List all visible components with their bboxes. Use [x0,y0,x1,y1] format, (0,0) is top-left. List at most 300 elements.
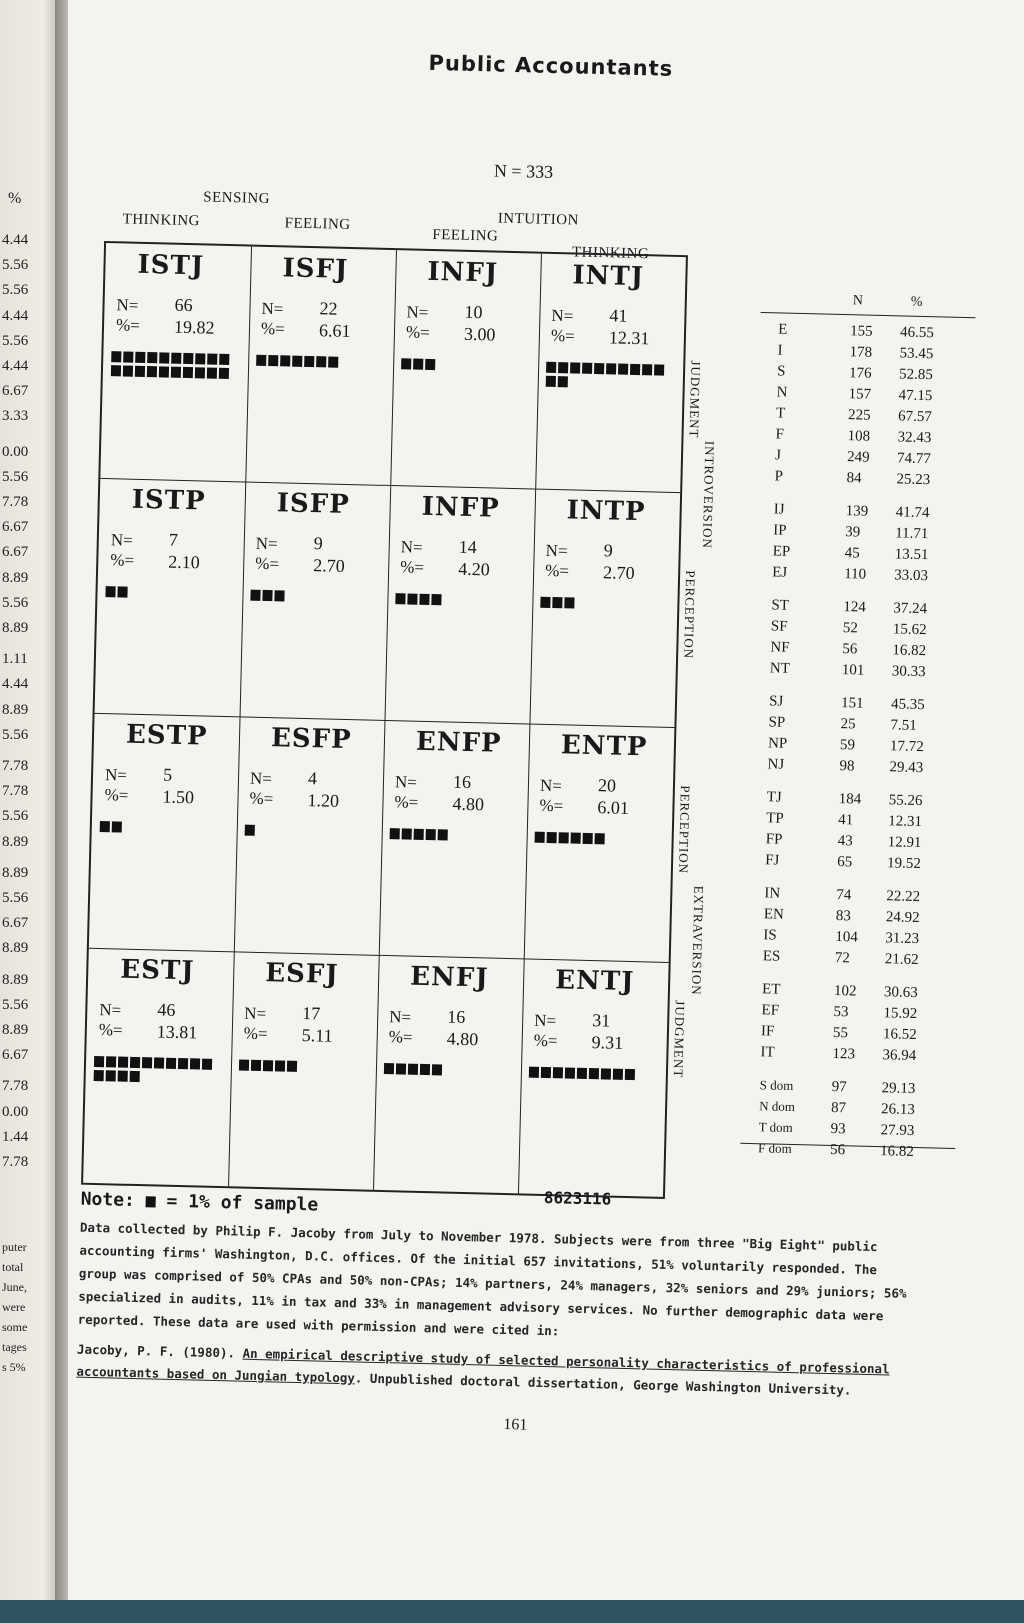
summary-count: 56 [829,1141,846,1159]
type-cell-intp [529,489,680,727]
percent-square [431,594,441,605]
percent-square [135,352,145,363]
percent-square [384,1063,394,1074]
data-description: Data collected by Philip F. Jacoby from July to November 1978. Subjects were from three "Big Eight" public accounting firms' Washington, D.C. offices. Of the initial 657 invitations, 51% voluntarily responded. The group was comprised of 50% CPAs and 50% non-CPAs; 14% partners, 24% managers, 32% seniors and 29% juniors; 56% specialized in audits, 11% in tax and 33% in management advisory services. No further demographic data were reported. These data are used with permission and were cited in: [77,1219,907,1339]
percent-squares [540,597,670,614]
summary-count: 184 [838,791,862,808]
summary-label: SJ [768,693,784,710]
percent-square [262,590,272,601]
previous-page-word: were [2,1300,26,1314]
previous-page-value: 5.56 [2,890,29,906]
type-code: ENTJ [554,965,635,998]
summary-label: NF [770,639,790,656]
previous-page-value: 5.56 [2,594,29,611]
count-value: 5 [162,764,173,785]
type-cell-infp [385,485,536,723]
summary-label: IT [760,1044,775,1061]
citation-suffix: . Unpublished doctoral dissertation, George Washington University. [354,1370,852,1398]
previous-page-word: total [2,1260,24,1274]
percent-square [535,832,545,843]
type-code: ENTP [560,730,648,763]
summary-header-pct: % [910,294,923,310]
count-label: N= [116,295,139,315]
previous-page-value: 1.44 [2,1128,29,1145]
type-code: ENFP [415,726,502,759]
summary-row [740,1140,955,1165]
summary-label: IN [764,885,781,902]
summary-percent: 13.51 [894,546,929,564]
percent-square [166,1058,176,1069]
summary-row [747,852,962,877]
previous-page-value: 4.44 [2,358,29,374]
type-code: INTJ [572,260,645,293]
percent-value: 2.10 [168,551,201,573]
document-id: 8623116 [543,1187,612,1209]
summary-count: 101 [841,662,865,679]
summary-percent: 15.92 [883,1005,918,1023]
percent-square [147,366,157,377]
percent-square [583,833,593,844]
percent-label: %= [405,322,430,342]
previous-page-value: 8.89 [2,1022,29,1038]
summary-count: 97 [831,1078,847,1096]
summary-count: 124 [843,599,867,616]
percent-square [438,829,448,840]
count-value: 9 [603,540,613,561]
percent-square [571,833,581,844]
percent-square [432,1064,442,1075]
summary-percent: 29.43 [889,759,924,777]
summary-count: 83 [835,908,852,925]
count-value: 31 [591,1010,611,1031]
percent-square [135,366,145,377]
percent-label: %= [550,325,575,346]
percent-square [245,825,255,836]
summary-label: ES [762,948,781,965]
summary-label: S dom [759,1077,794,1094]
percent-square [251,1060,261,1071]
percent-square [195,367,205,378]
percent-label: %= [544,560,570,581]
percent-square [594,363,604,374]
percent-square [425,359,435,370]
summary-percent: 12.91 [887,834,922,852]
type-cell-esfj [228,951,379,1189]
percent-square [130,1071,140,1082]
percent-squares [250,590,380,607]
percent-square [142,1057,152,1068]
percent-value: 1.20 [307,790,340,811]
percent-value: 12.31 [608,327,650,349]
previous-page-value: 1.11 [2,651,28,668]
summary-percent: 55.26 [888,792,923,810]
percent-square [280,355,290,366]
count-value: 4 [307,768,318,789]
summary-count: 139 [845,503,869,520]
percent-square [395,593,405,604]
percent-square [207,368,217,379]
summary-header-n: N [852,293,864,309]
percent-square [547,832,557,843]
percent-square [219,368,229,379]
type-code: ISTJ [137,249,205,282]
percent-squares [401,358,531,375]
count-label: N= [249,768,273,789]
count-label: N= [110,530,133,550]
percent-square [292,356,302,367]
percent-square [268,355,278,366]
percent-label: %= [249,788,274,809]
previous-page-value: 5.56 [2,996,29,1013]
summary-count: 55 [832,1025,849,1042]
summary-count: 84 [846,470,862,487]
previous-page-value: 4.44 [2,676,29,693]
percent-square [625,1069,635,1080]
summary-row [754,564,969,589]
percent-square [202,1059,212,1070]
summary-label: EN [763,906,785,923]
percent-square [106,1056,116,1067]
percent-square [402,828,412,839]
percent-value: 13.81 [156,1021,198,1043]
previous-page-value: 8.89 [2,701,29,718]
type-cell-estj [83,948,234,1186]
summary-row [749,756,964,781]
percent-square [613,1069,623,1080]
percent-square [601,1068,611,1079]
previous-page-value: 7.78 [2,1154,29,1170]
percent-square [112,821,122,832]
previous-page-word: tages [2,1340,27,1354]
summary-percent: 41.74 [895,504,930,522]
count-value: 9 [313,533,324,554]
percent-square [183,353,193,364]
count-value: 16 [452,771,472,793]
summary-count: 98 [839,758,855,775]
percent-value: 1.50 [162,786,195,808]
summary-label: S [776,363,786,380]
summary-percent: 74.77 [896,450,931,468]
note-suffix: = 1% of sample [166,1190,319,1216]
summary-label: IJ [773,501,785,518]
summary-percent: 26.13 [880,1101,916,1119]
percent-square [552,597,562,608]
label-perception-upper: PERCEPTION [681,570,699,660]
percent-squares [384,1063,514,1080]
summary-count: 110 [844,566,867,583]
previous-page-value: 0.00 [2,1103,29,1120]
summary-label: FJ [764,852,780,869]
previous-page-value: 6.67 [2,915,29,932]
summary-percent: 25.23 [896,471,931,489]
summary-label: N dom [759,1098,796,1115]
summary-label: SF [770,618,788,635]
percent-square [396,1063,406,1074]
summary-percent: 22.22 [886,888,921,906]
percent-square [529,1067,539,1078]
count-label: N= [261,298,284,319]
summary-count: 225 [847,407,871,424]
previous-page-word: puter [2,1240,27,1254]
type-code: ISFJ [282,253,349,285]
summary-percent: 17.72 [889,738,924,756]
summary-label: TP [766,810,784,827]
summary-percent: 16.82 [892,642,927,660]
percent-label: %= [98,1020,123,1040]
label-judgment-bottom: JUDGMENT [670,1000,688,1079]
summary-percent: 53.45 [899,345,934,363]
percent-square [287,1061,297,1072]
percent-square [123,351,133,362]
summary-count: 93 [830,1120,846,1138]
percent-square [207,354,217,365]
summary-label: NT [769,660,791,677]
note-prefix: Note: [80,1188,136,1211]
count-label: N= [104,765,128,785]
type-table [81,241,688,1199]
percent-square [183,367,193,378]
percent-square [171,353,181,364]
previous-page-header: % [8,190,22,207]
previous-page-value: 7.78 [2,1078,29,1095]
summary-count: 53 [833,1004,849,1021]
previous-page-value: 3.33 [2,408,29,425]
header-feeling-right: FEELING [432,226,499,245]
summary-count: 155 [849,323,873,340]
percent-square [413,359,423,370]
percent-square [106,1070,116,1081]
previous-page-value: 5.56 [2,257,29,274]
percent-value: 4.20 [457,558,490,580]
type-code: ESTP [125,719,208,752]
summary-count: 249 [846,449,870,466]
previous-page-word: some [2,1320,28,1334]
summary-count: 74 [836,887,852,904]
previous-page-value: 5.56 [2,808,29,825]
percent-squares [94,1056,225,1087]
header-intuition: INTUITION [497,210,580,229]
percent-squares [529,1067,659,1084]
percent-square [117,586,127,597]
count-label: N= [255,533,278,554]
percent-value: 2.70 [313,555,346,576]
percent-value: 19.82 [173,316,215,338]
count-value: 7 [168,529,179,550]
percent-label: %= [260,318,286,339]
type-cell-entj [518,958,669,1196]
count-value: 20 [597,775,617,796]
type-code: ESFP [270,723,352,756]
summary-percent: 7.51 [890,717,917,734]
percent-square [595,833,605,844]
summary-percent: 27.93 [880,1122,915,1140]
summary-count: 178 [849,344,873,361]
summary-label: TJ [766,789,782,806]
percent-square [540,597,550,608]
summary-label: IF [760,1023,775,1040]
header-sensing: SENSING [203,189,271,207]
percent-square [558,376,568,387]
summary-label: NP [767,735,788,752]
percent-square [420,1064,430,1075]
percent-label: %= [400,557,425,577]
count-label: N= [539,775,563,796]
type-cell-esfp [234,716,385,954]
summary-label: ET [761,981,781,998]
label-extraversion: EXTRAVERSION [688,885,707,996]
book-page [68,0,1024,1600]
summary-count: 102 [833,983,857,1000]
percent-square [178,1058,188,1069]
percent-square [154,1057,164,1068]
summary-label: I [777,342,783,359]
percent-square [239,1059,249,1070]
previous-page-value: 7.78 [2,758,29,774]
percent-square [105,586,115,597]
summary-percent: 45.35 [890,696,925,714]
summary-label: ST [771,597,790,614]
previous-page-value: 7.78 [2,783,29,800]
summary-percent: 16.82 [879,1143,915,1161]
label-introversion: INTROVERSION [699,440,718,550]
type-cell-istp [95,478,246,716]
percent-label: %= [104,785,129,805]
percent-square [618,364,628,375]
percent-square [419,594,429,605]
summary-rows [757,313,976,1161]
count-label: N= [545,540,568,561]
percent-value: 6.61 [318,320,351,341]
page-number: 161 [503,1416,528,1434]
percent-square [159,366,169,377]
percent-square [408,1064,418,1075]
percent-squares [105,586,235,603]
percent-square [414,829,424,840]
summary-percent: 52.85 [898,366,934,384]
summary-percent: 67.57 [897,408,933,426]
citation-title: An empirical descriptive study of selected personality characteristics of professional accountants based on Jungian typology [76,1345,890,1386]
percent-squares [390,828,520,845]
count-label: N= [394,772,418,792]
percent-label: %= [539,795,564,816]
page-title: Public Accountants [428,50,674,81]
summary-percent: 29.13 [881,1080,916,1098]
percent-square [111,365,121,376]
type-code: ISFP [276,488,351,521]
summary-percent: 16.52 [882,1026,917,1044]
summary-label: FP [765,831,783,848]
percent-label: %= [533,1030,558,1051]
percent-squares [239,1059,369,1076]
count-label: N= [406,302,429,322]
type-code: ISTP [131,484,206,517]
percent-square [118,1071,128,1082]
count-label: N= [400,537,423,557]
count-value: 14 [458,536,477,558]
percent-square [654,364,664,375]
previous-page-value: 5.56 [2,282,29,299]
percent-square [546,376,556,387]
type-cell-enfj [373,955,524,1193]
percent-square [100,821,110,832]
percent-value: 2.70 [602,562,635,584]
type-cell-isfj [245,247,396,485]
summary-percent: 15.62 [892,621,927,639]
percent-square [642,364,652,375]
percent-square [263,1060,273,1071]
percent-square [553,1067,563,1078]
previous-page-value: 8.89 [2,620,29,636]
summary-count: 157 [848,386,872,403]
percent-label: %= [110,550,135,570]
percent-squares [245,825,375,842]
type-code: ESTJ [119,954,195,987]
previous-page-word: June, [2,1280,27,1294]
summary-percent: 30.63 [883,984,918,1002]
count-value: 10 [464,301,483,323]
percent-square [123,365,133,376]
type-cell-intj [535,254,686,492]
previous-page-value: 6.67 [2,1047,29,1064]
percent-square [558,362,568,373]
previous-page-value: 8.89 [2,569,29,586]
previous-page-value: 5.56 [2,332,29,349]
percent-label: %= [255,553,280,574]
header-feeling-left: FEELING [284,215,351,233]
previous-page-value: 7.78 [2,494,29,510]
count-label: N= [389,1007,412,1027]
summary-percent: 24.92 [885,909,920,927]
percent-squares [111,351,242,382]
summary-percent: 37.24 [893,600,928,618]
percent-squares [256,355,386,372]
percent-value: 5.11 [301,1025,333,1046]
type-cell-estp [89,713,240,951]
type-cell-enfp [379,720,530,958]
percent-squares [100,821,230,838]
percent-label: %= [115,315,141,335]
percent-square [407,593,417,604]
summary-percent: 21.62 [884,951,919,969]
percent-square [159,352,169,363]
summary-label: F [775,426,785,443]
previous-page-value: 4.44 [2,232,29,248]
percent-square [426,829,436,840]
count-label: N= [551,305,574,326]
summary-count: 43 [837,833,853,850]
percent-square [219,354,229,365]
summary-count: 151 [840,695,864,712]
percent-square [559,832,569,843]
percent-square [304,356,314,367]
percent-square [147,352,157,363]
percent-square [130,1057,140,1068]
header-thinking-left: THINKING [122,211,201,230]
type-code: INFP [421,491,501,524]
previous-page-value: 6.67 [2,519,29,536]
percent-square [111,351,121,362]
percent-square [589,1068,599,1079]
summary-count: 52 [842,620,859,637]
type-code: ENFJ [409,961,489,994]
summary-percent: 46.55 [899,324,935,342]
percent-square [390,828,400,839]
count-value: 22 [319,298,338,319]
previous-page-value: 5.56 [2,726,29,743]
label-judgment-top: JUDGMENT [686,360,704,439]
count-label: N= [244,1003,267,1024]
percent-square [94,1070,104,1081]
